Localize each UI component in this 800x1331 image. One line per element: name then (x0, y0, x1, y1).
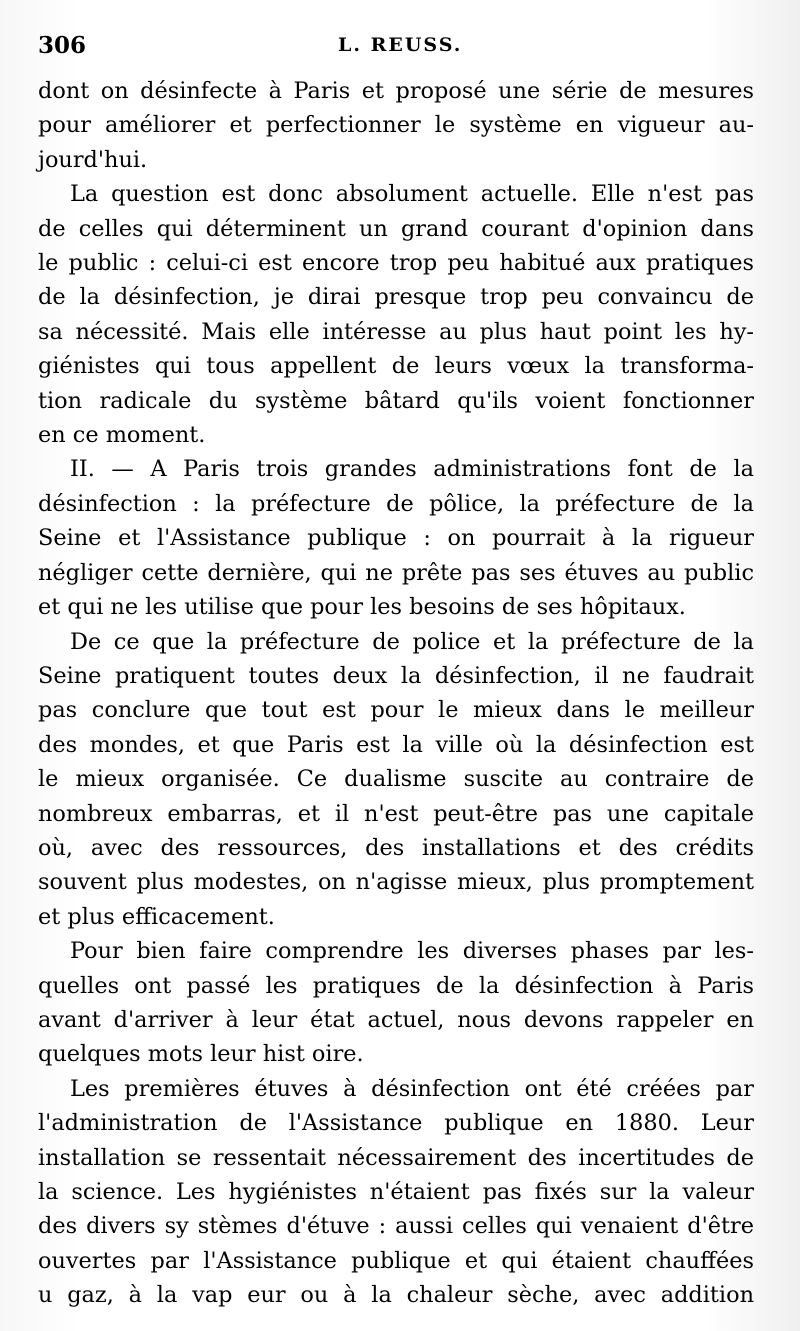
text-line: désinfection : la préfecture de pôlice, la préfecture de la (38, 490, 754, 517)
text-line: Seine pratiquent toutes deux la désinfection, il ne faudrait (38, 662, 754, 689)
text-line: Seine et l'Assistance publique : on pourrait à la rigueur (38, 525, 754, 552)
text-line: de celles qui déterminent un grand courant d'opinion dans (38, 215, 754, 242)
text-line: pour améliorer et perfectionner le système en vigueur au- (38, 112, 754, 139)
text-line: nombreux embarras, et il n'est peut-être pas une capitale (38, 800, 754, 827)
text-line: souvent plus modestes, on n'agisse mieux, plus promptement (38, 869, 754, 896)
text-line: en ce moment. (38, 422, 206, 449)
page-header (38, 32, 758, 62)
text-line: II. — A Paris trois grandes administrations font de la (70, 456, 754, 483)
text-line: pas conclure que tout est pour le mieux dans le meilleur (38, 697, 754, 724)
text-line: des mondes, et que Paris est la ville où la désinfection est (38, 731, 754, 758)
text-line: et qui ne les utilise que pour les besoins de ses hôpitaux. (38, 594, 686, 621)
text-line: tion radicale du système bâtard qu'ils voient fonctionner (38, 387, 754, 414)
text-line: giénistes qui tous appellent de leurs vœux la transforma- (38, 353, 754, 380)
text-line: Pour bien faire comprendre les diverses phases par les- (70, 938, 754, 965)
text-line: De ce que la préfecture de police et la préfecture de la (70, 628, 754, 655)
text-line: quelques mots leur hist oire. (38, 1041, 364, 1068)
text-line: u gaz, à la vap eur ou à la chaleur sèche, avec addition (38, 1282, 754, 1309)
text-line: jourd'hui. (38, 146, 148, 173)
text-line: négliger cette dernière, qui ne prête pas ses étuves au public (38, 559, 754, 586)
text-line: ouvertes par l'Assistance publique et qui étaient chauffées (38, 1247, 754, 1274)
text-line: La question est donc absolument actuelle. Elle n'est pas (70, 181, 754, 208)
text-line: sa nécessité. Mais elle intéresse au plus haut point les hy- (38, 318, 754, 345)
text-line: avant d'arriver à leur état actuel, nous devons rappeler en (38, 1006, 754, 1033)
text-line: où, avec des ressources, des installations et des crédits (38, 834, 754, 861)
text-line: des divers sy stèmes d'étuve : aussi celles qui venaient d'être (38, 1213, 754, 1240)
text-line: la science. Les hygiénistes n'étaient pas fixés sur la valeur (38, 1179, 754, 1205)
text-line: installation se ressentait nécessairement des incertitudes de (38, 1144, 754, 1171)
text-line: le public : celui-ci est encore trop peu habitué aux pratiques (38, 250, 754, 277)
text-line: dont on désinfecte à Paris et proposé une série de mesures (38, 78, 754, 104)
text-line: l'administration de l'Assistance publique en 1880. Leur (38, 1110, 754, 1137)
body-text (38, 74, 754, 1313)
text-line: quelles ont passé les pratiques de la désinfection à Paris (38, 972, 754, 999)
page-number: 306 (38, 32, 87, 59)
running-head: L. REUSS. (338, 34, 463, 56)
text-line: Les premières étuves à désinfection ont été créées par (70, 1075, 754, 1102)
text-line: le mieux organisée. Ce dualisme suscite au contraire de (38, 766, 754, 793)
text-line: de la désinfection, je dirai presque trop peu convaincu de (38, 284, 754, 311)
text-line: et plus efficacement. (38, 903, 275, 930)
